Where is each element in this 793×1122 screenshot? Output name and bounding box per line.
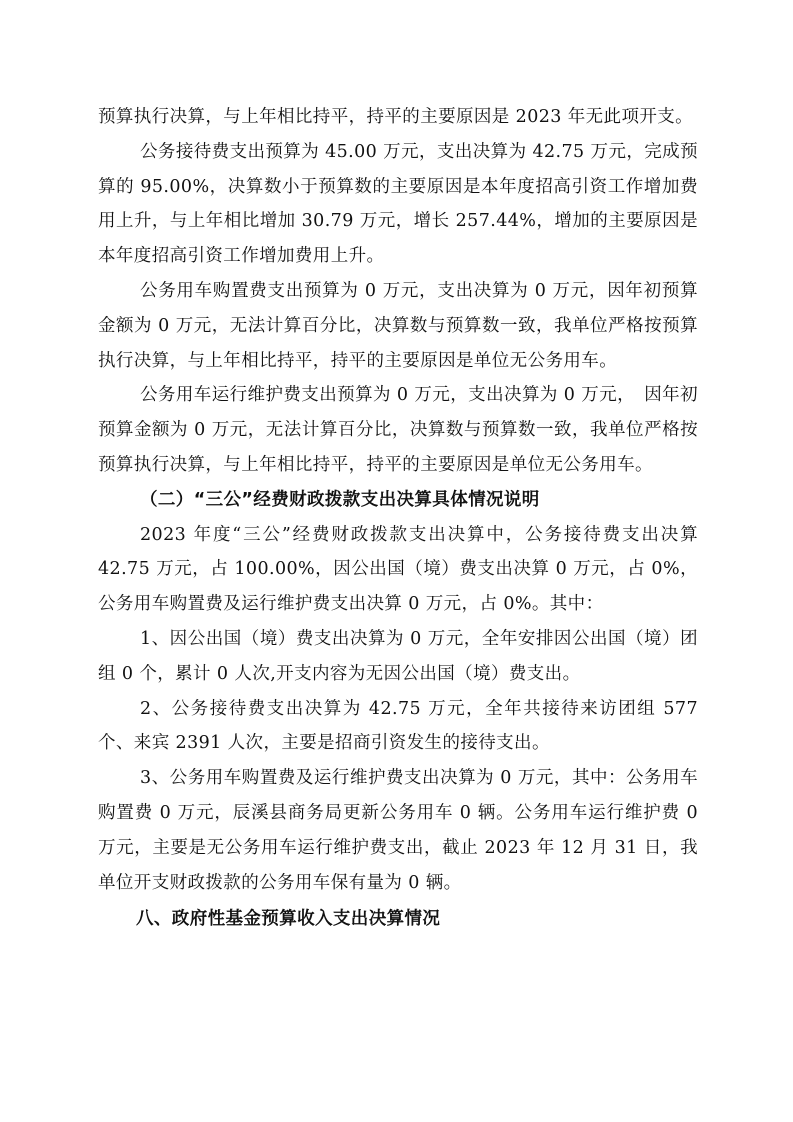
- paragraph-reception-expense: 公务接待费支出预算为 45.00 万元，支出决算为 42.75 万元，完成预算的 95.00%，决算数小于预算数的主要原因是本年度招高引资工作增加费用上升，与上年相比增加 30.79 万元，增长 257.44%，增加的主要原因是本年度招高引资工作增加费用上升。: [98, 141, 698, 267]
- section-heading: （二）“三公”经费财政拨款支出决算具体情况说明: [140, 489, 540, 510]
- paragraph-item-2: 2、公务接待费支出决算为 42.75 万元，全年共接待来访团组 577 个、来宾 2391 人次，主要是招商引资发生的接待支出。: [98, 698, 698, 754]
- paragraph-vehicle-purchase: 公务用车购置费支出预算为 0 万元，支出决算为 0 万元，因年初预算金额为 0 万元，无法计算百分比，决算数与预算数一致，我单位严格按预算执行决算，与上年相比持平，持平的主要原因是单位无公务用车。: [98, 280, 698, 371]
- chapter-heading: 八、政府性基金预算收入支出决算情况: [136, 909, 441, 930]
- paragraph-item-3: 3、公务用车购置费及运行维护费支出决算为 0 万元，其中：公务用车购置费 0 万元，辰溪县商务局更新公务用车 0 辆。公务用车运行维护费 0 万元，主要是无公务用车运行维护费支出，截止 2023 年 12 月 31 日，我单位开支财政拨款的公务用车保有量为 0 辆。: [98, 768, 698, 893]
- paragraph-vehicle-maintenance: 公务用车运行维护费支出预算为 0 万元，支出决算为 0 万元， 因年初预算金额为 0 万元，无法计算百分比，决算数与预算数一致，我单位严格按预算执行决算，与上年相比持平，持平的主要原因是单位无公务用车。: [98, 385, 698, 475]
- paragraph-item-1: 1、因公出国（境）费支出决算为 0 万元，全年安排因公出国（境）团组 0 个，累计 0 人次,开支内容为无因公出国（境）费支出。: [98, 628, 698, 684]
- paragraph-three-public-summary: 2023 年度“三公”经费财政拨款支出决算中，公务接待费支出决算 42.75 万元，占 100.00%，因公出国（境）费支出决算 0 万元，占 0%，公务用车购置费及运行维护费支出决算 0 万元，占 0%。其中：: [98, 524, 698, 615]
- document-body: [98, 100, 698, 937]
- paragraph-continuation: 预算执行决算，与上年相比持平，持平的主要原因是 2023 年无此项开支。: [98, 107, 694, 127]
